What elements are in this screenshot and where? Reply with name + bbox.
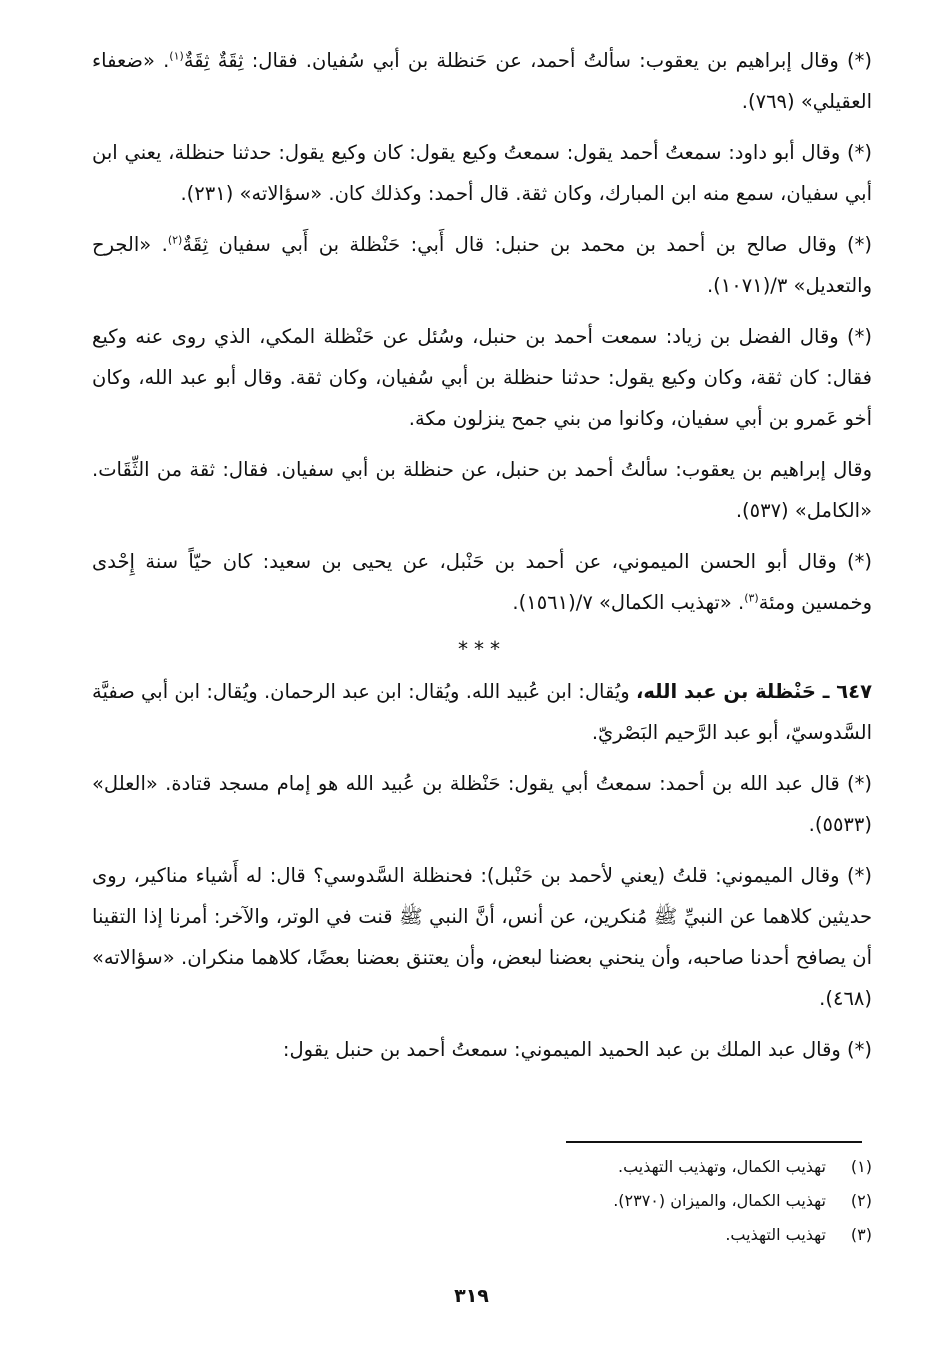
section-separator: *** bbox=[458, 637, 506, 661]
footnote-3 bbox=[92, 1218, 872, 1252]
paragraph-6: (*) وقال أبو الحسن الميموني، عن أحمد بن حَنْبل، عن يحيى بن سعيد: كان حيّاً سنة إِحْدى وخمسين ومئة$^{(٣)}$. «تهذيب الكمال» ٧/(١٥٦١). bbox=[92, 550, 872, 614]
entry-title: ٦٤٧ ـ حَنْظلة بن عبد الله، bbox=[635, 680, 872, 703]
paragraph-9: (*) وقال عبد الملك بن عبد الحميد الميموني: سمعتُ أحمد بن حنبل يقول: bbox=[282, 1038, 872, 1061]
footnote-ref-2[interactable]: (٢) bbox=[167, 233, 183, 247]
footnotes bbox=[92, 1150, 872, 1252]
page-number: ٣١٩ bbox=[454, 1285, 489, 1307]
paragraph-5: وقال إبراهيم بن يعقوب: سألتُ أحمد بن حنبل، عن حنظلة بن أبي سفيان. فقال: ثقة من الثِّقَات. «الكامل» (٥٣٧). bbox=[92, 458, 872, 522]
footnote-2 bbox=[92, 1184, 872, 1218]
entry-heading bbox=[92, 671, 872, 753]
footnote-ref-1[interactable]: (١) bbox=[169, 49, 184, 63]
footnote-number: (٣) bbox=[850, 1225, 872, 1244]
paragraph-4: (*) وقال الفضل بن زياد: سمعت أحمد بن حنبل، وسُئل عن حَنْظلة المكي، الذي روى عنه وكيع فقال: كان ثقة، وكان وكيع يقول: حدثنا حنظلة بن أبي سُفيان، وكان ثقة. وقال أبو عبد الله، وكان أخو عَمرو بن أبي سفيان، وكانوا من بني جمح ينزلون مكة. bbox=[92, 325, 872, 430]
footnote-text: تهذيب التهذيب. bbox=[725, 1225, 826, 1244]
footnote-text: تهذيب الكمال، وتهذيب التهذيب. bbox=[617, 1157, 826, 1176]
paragraph-2: (*) وقال أبو داود: سمعتُ أحمد يقول: سمعتُ وكيع يقول: كان وكيع يقول: حدثنا حنظلة، يعني ابن أبي سفيان، سمع منه ابن المبارك، وكان ثقة. قال أحمد: وكذلك كان. «سؤالاته» (٢٣١). bbox=[92, 141, 872, 205]
paragraph-1: (*) وقال إبراهيم بن يعقوب: سألتُ أحمد، عن حَنظلة بن أبي سُفيان. فقال: ثِقَةٌ ثِقَةٌ$^{(١)}$. «ضعفاء العقيلي» (٧٦٩). bbox=[92, 49, 872, 113]
footnote-ref-3[interactable]: (٣) bbox=[744, 591, 759, 605]
paragraph-8: (*) وقال الميموني: قلتُ (يعني لأحمد بن حَنْبل): فحنظلة السَّدوسي؟ قال: له أَشياء مناكير، روى حديثين كلاهما عن النبيِّ ﷺ مُنكرين، عن أنس، أنَّ النبي ﷺ قنت في الوتر، والآخر: أمرنا إذا التقينا أن يصافح أحدنا صاحبه، وأن ينحني بعضنا لبعض، وأن يعتنق بعضنا بعضًا، كلاهما منكران. «سؤالاته» (٤٦٨). bbox=[92, 864, 872, 1010]
entry-description: ويُقال: ابن عُبيد الله. ويُقال: ابن عبد الرحمان. ويُقال: ابن أبي صفيَّة السَّدوسيّ، أبو عبد الرَّحيم البَصْريّ. bbox=[92, 680, 872, 744]
page-body bbox=[92, 40, 872, 1080]
paragraph-3: (*) وقال صالح بن أحمد بن محمد بن حنبل: قال أَبي: حَنْظلة بن أَبي سفيان ثِقَةٌ$^{(٢)}$. «الجرح والتعديل» ٣/(١٠٧١). bbox=[92, 233, 872, 297]
footnote-number: (١) bbox=[850, 1157, 872, 1176]
footnote-divider bbox=[566, 1141, 862, 1143]
footnote-number: (٢) bbox=[850, 1191, 872, 1210]
paragraph-7: (*) قال عبد الله بن أحمد: سمعتُ أبي يقول: حَنْظلة بن عُبيد الله هو إمام مسجد قتادة. «العلل» (٥٥٣٣). bbox=[92, 772, 872, 836]
footnote-1 bbox=[92, 1150, 872, 1184]
footnote-text: تهذيب الكمال، والميزان (٢٣٧٠). bbox=[613, 1191, 826, 1210]
